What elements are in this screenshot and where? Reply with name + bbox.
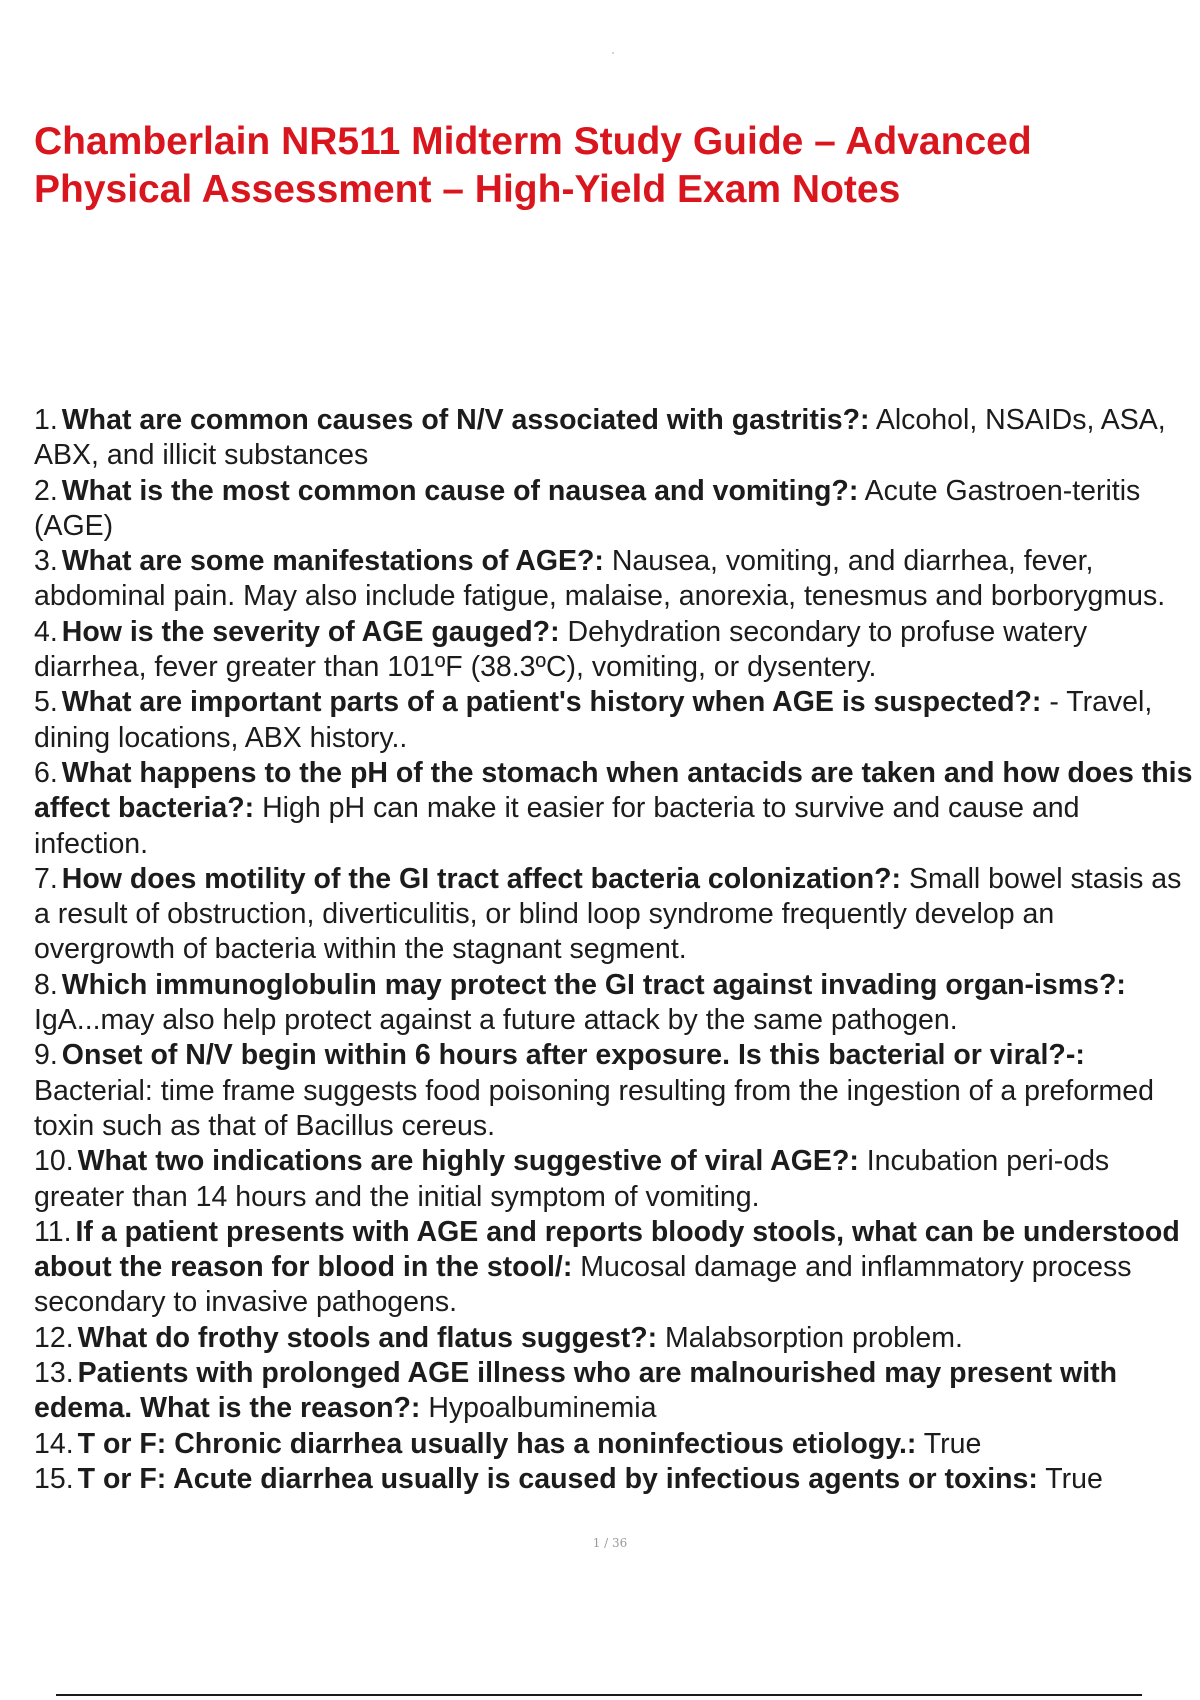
qa-question: What are common causes of N/V associated with gastritis?:	[61, 404, 870, 436]
qa-answer: True	[923, 1427, 982, 1460]
qa-answer: Hypoalbuminemia	[428, 1392, 657, 1425]
qa-item	[34, 756, 1196, 862]
qa-item	[34, 1462, 1196, 1497]
qa-answer: IgA...may also help protect against a future attack by the same pathogen.	[34, 1004, 958, 1037]
qa-number: 13.	[34, 1357, 74, 1390]
qa-answer: Acute Gastroen-teritis (AGE)	[34, 474, 1141, 542]
qa-question: If a patient presents with AGE and reports bloody stools, what can be understood about the reason for blood in the stool/:	[34, 1215, 1180, 1284]
qa-number: 14.	[34, 1427, 74, 1460]
qa-answer: High pH can make it easier for bacteria to survive and cause and infection.	[34, 792, 1080, 860]
qa-number: 10.	[34, 1145, 74, 1178]
qa-question: What two indications are highly suggestive of viral AGE?:	[77, 1145, 859, 1178]
qa-number: 8.	[34, 968, 58, 1001]
page-number: 1 / 36	[592, 1536, 628, 1550]
qa-item	[34, 1038, 1196, 1144]
qa-number: 9.	[34, 1039, 58, 1072]
qa-question: How does motility of the GI tract affect bacteria colonization?:	[61, 862, 902, 895]
qa-answer: - Travel, dining locations, ABX history..	[34, 686, 1153, 754]
qa-number: 7.	[34, 862, 58, 895]
qa-answer: Bacterial: time frame suggests food poisoning resulting from the ingestion of a preformed toxin such as that of Bacillus cereus.	[34, 1074, 1155, 1142]
qa-answer: Dehydration secondary to profuse watery diarrhea, fever greater than 101ºF (38.3ºC), vomiting, or dysentery.	[34, 615, 1088, 684]
qa-number: 3.	[34, 545, 58, 578]
qa-answer: Small bowel stasis as a result of obstruction, diverticulitis, or blind loop syndrome frequently develop an overgrowth of bacteria within the stagnant segment.	[34, 862, 1182, 966]
qa-number: 12.	[34, 1321, 74, 1354]
qa-question: Onset of N/V begin within 6 hours after exposure. Is this bacterial or viral?-:	[61, 1039, 1085, 1072]
qa-list	[34, 403, 1196, 1497]
qa-item	[34, 544, 1196, 615]
qa-answer: Malabsorption problem.	[665, 1321, 963, 1354]
qa-item	[34, 1427, 1196, 1462]
qa-number: 15.	[34, 1462, 74, 1495]
qa-question: Patients with prolonged AGE illness who are malnourished may present with edema. What is the reason?:	[34, 1357, 1118, 1425]
qa-number: 6.	[34, 756, 58, 789]
qa-number: 4.	[34, 615, 58, 648]
scan-dot-mark	[612, 52, 614, 54]
qa-item	[34, 685, 1196, 756]
qa-item	[34, 1356, 1196, 1427]
qa-question: What are important parts of a patient's history when AGE is suspected?:	[61, 686, 1042, 719]
footer-divider	[56, 1694, 1142, 1696]
qa-item	[34, 474, 1196, 545]
qa-item	[34, 1215, 1196, 1321]
qa-number: 5.	[34, 686, 58, 719]
qa-item	[34, 1321, 1196, 1356]
document-title: Chamberlain NR511 Midterm Study Guide – Advanced Physical Assessment – High-Yield Exam Notes	[34, 120, 1032, 211]
qa-answer: True	[1045, 1462, 1103, 1495]
qa-item	[34, 862, 1196, 968]
qa-question: What happens to the pH of the stomach when antacids are taken and how does this affect bacteria?:	[34, 756, 1193, 825]
qa-answer: Nausea, vomiting, and diarrhea, fever, abdominal pain. May also include fatigue, malaise, anorexia, tenesmus and borborygmus.	[34, 545, 1166, 613]
qa-question: T or F: Acute diarrhea usually is caused by infectious agents or toxins:	[77, 1462, 1038, 1495]
qa-question: What do frothy stools and flatus suggest?:	[77, 1321, 658, 1354]
qa-item	[34, 615, 1196, 686]
qa-item	[34, 968, 1196, 1039]
qa-answer: Alcohol, NSAIDs, ASA, ABX, and illicit substances	[34, 404, 1166, 472]
qa-question: Which immunoglobulin may protect the GI tract against invading organ-isms?:	[61, 968, 1126, 1001]
qa-item	[34, 403, 1196, 474]
qa-number: 11.	[34, 1215, 72, 1248]
qa-question: What are some manifestations of AGE?:	[61, 545, 604, 578]
qa-number: 2.	[34, 474, 58, 507]
qa-answer: Incubation peri-ods greater than 14 hours and the initial symptom of vomiting.	[34, 1145, 1110, 1213]
qa-question: How is the severity of AGE gauged?:	[61, 615, 560, 648]
qa-answer: Mucosal damage and inflammatory process secondary to invasive pathogens.	[34, 1251, 1132, 1319]
qa-item	[34, 1144, 1196, 1215]
qa-question: What is the most common cause of nausea and vomiting?:	[61, 474, 859, 507]
qa-number: 1.	[34, 404, 58, 436]
qa-question: T or F: Chronic diarrhea usually has a noninfectious etiology.:	[77, 1427, 917, 1460]
